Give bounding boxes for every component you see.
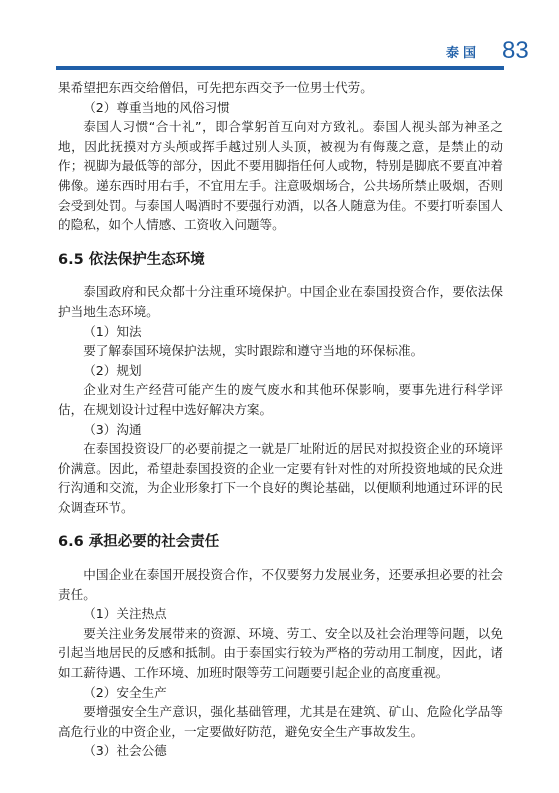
safety-paragraph: 要增强安全生产意识，强化基础管理，尤其是在建筑、矿山、危险化学品等高危行业的中资企业，一定要做好防范，避免安全生产事故发生。 xyxy=(58,704,503,739)
communication-paragraph: 在泰国投资设厂的必要前提之一就是厂址附近的居民对拟投资企业的环境评价满意。因此，希望赴泰国投资的企业一定要有针对性的对所投资地域的民众进行沟通和交流，为企业形象打下一个良好的舆论基础，以便顺利地通过环评的民众调查环节。 xyxy=(58,441,503,515)
section-6-5-intro: 泰国政府和民众都十分注重环境保护。中国企业在泰国投资合作，要依法保护当地生态环境。 xyxy=(58,284,503,319)
section-6-6-intro: 中国企业在泰国开展投资合作，不仅要努力发展业务，还要承担必要的社会责任。 xyxy=(58,567,503,602)
subheading-safety: （2）安全生产 xyxy=(83,684,167,700)
know-law-paragraph: 要了解泰国环境保护法规，实时跟踪和遵守当地的环保标准。 xyxy=(83,343,424,359)
customs-paragraph: 泰国人习惯“合十礼”，即合掌躬首互向对方致礼。泰国人视头部为神圣之地，因此抚摸对方头颅或挥手越过别人头顶，被视为有侮蔑之意，是禁止的动作；视脚为最低等的部分，因此不要用脚指任何人或物，特别是脚底不要直冲着佛像。递东西时用右手，不宜用左手。注意吸烟场合，公共场所禁止吸烟，否则会受到处罚。与泰国人喝酒时不要强行劝酒，以各人随意为佳。不要打听泰国人的隐私，如个人情感、工资收入问题等。 xyxy=(58,119,503,233)
subheading-communication: （3）沟通 xyxy=(83,421,142,437)
hot-topics-paragraph: 要关注业务发展带来的资源、环境、劳工、安全以及社会治理等问题，以免引起当地居民的反感和抵制。由于泰国实行较为严格的劳动用工制度，因此，诸如工薪待遇、工作环境、加班时限等劳工问题要引起企业的高度重视。 xyxy=(58,625,503,681)
subheading-respect-customs: （2）尊重当地的风俗习惯 xyxy=(83,99,230,115)
section-heading-6-5: 6.5 依法保护生态环境 xyxy=(58,251,205,268)
page-number: 83 xyxy=(502,37,529,64)
subheading-hot-topics: （1）关注热点 xyxy=(83,606,167,622)
continued-paragraph: 果希望把东西交给僧侣，可先把东西交予一位男士代劳。 xyxy=(58,80,373,95)
running-title: 泰国 xyxy=(446,46,481,61)
page-body xyxy=(58,78,503,761)
subheading-social-ethics: （3）社会公德 xyxy=(83,743,167,759)
subheading-planning: （2）规划 xyxy=(83,362,142,378)
planning-paragraph: 企业对生产经营可能产生的废气废水和其他环保影响，要事先进行科学评估，在规划设计过程中选好解决方案。 xyxy=(58,382,503,417)
subheading-know-law: （1）知法 xyxy=(83,323,142,339)
header-rule xyxy=(56,66,504,70)
section-heading-6-6: 6.6 承担必要的社会责任 xyxy=(58,534,220,551)
